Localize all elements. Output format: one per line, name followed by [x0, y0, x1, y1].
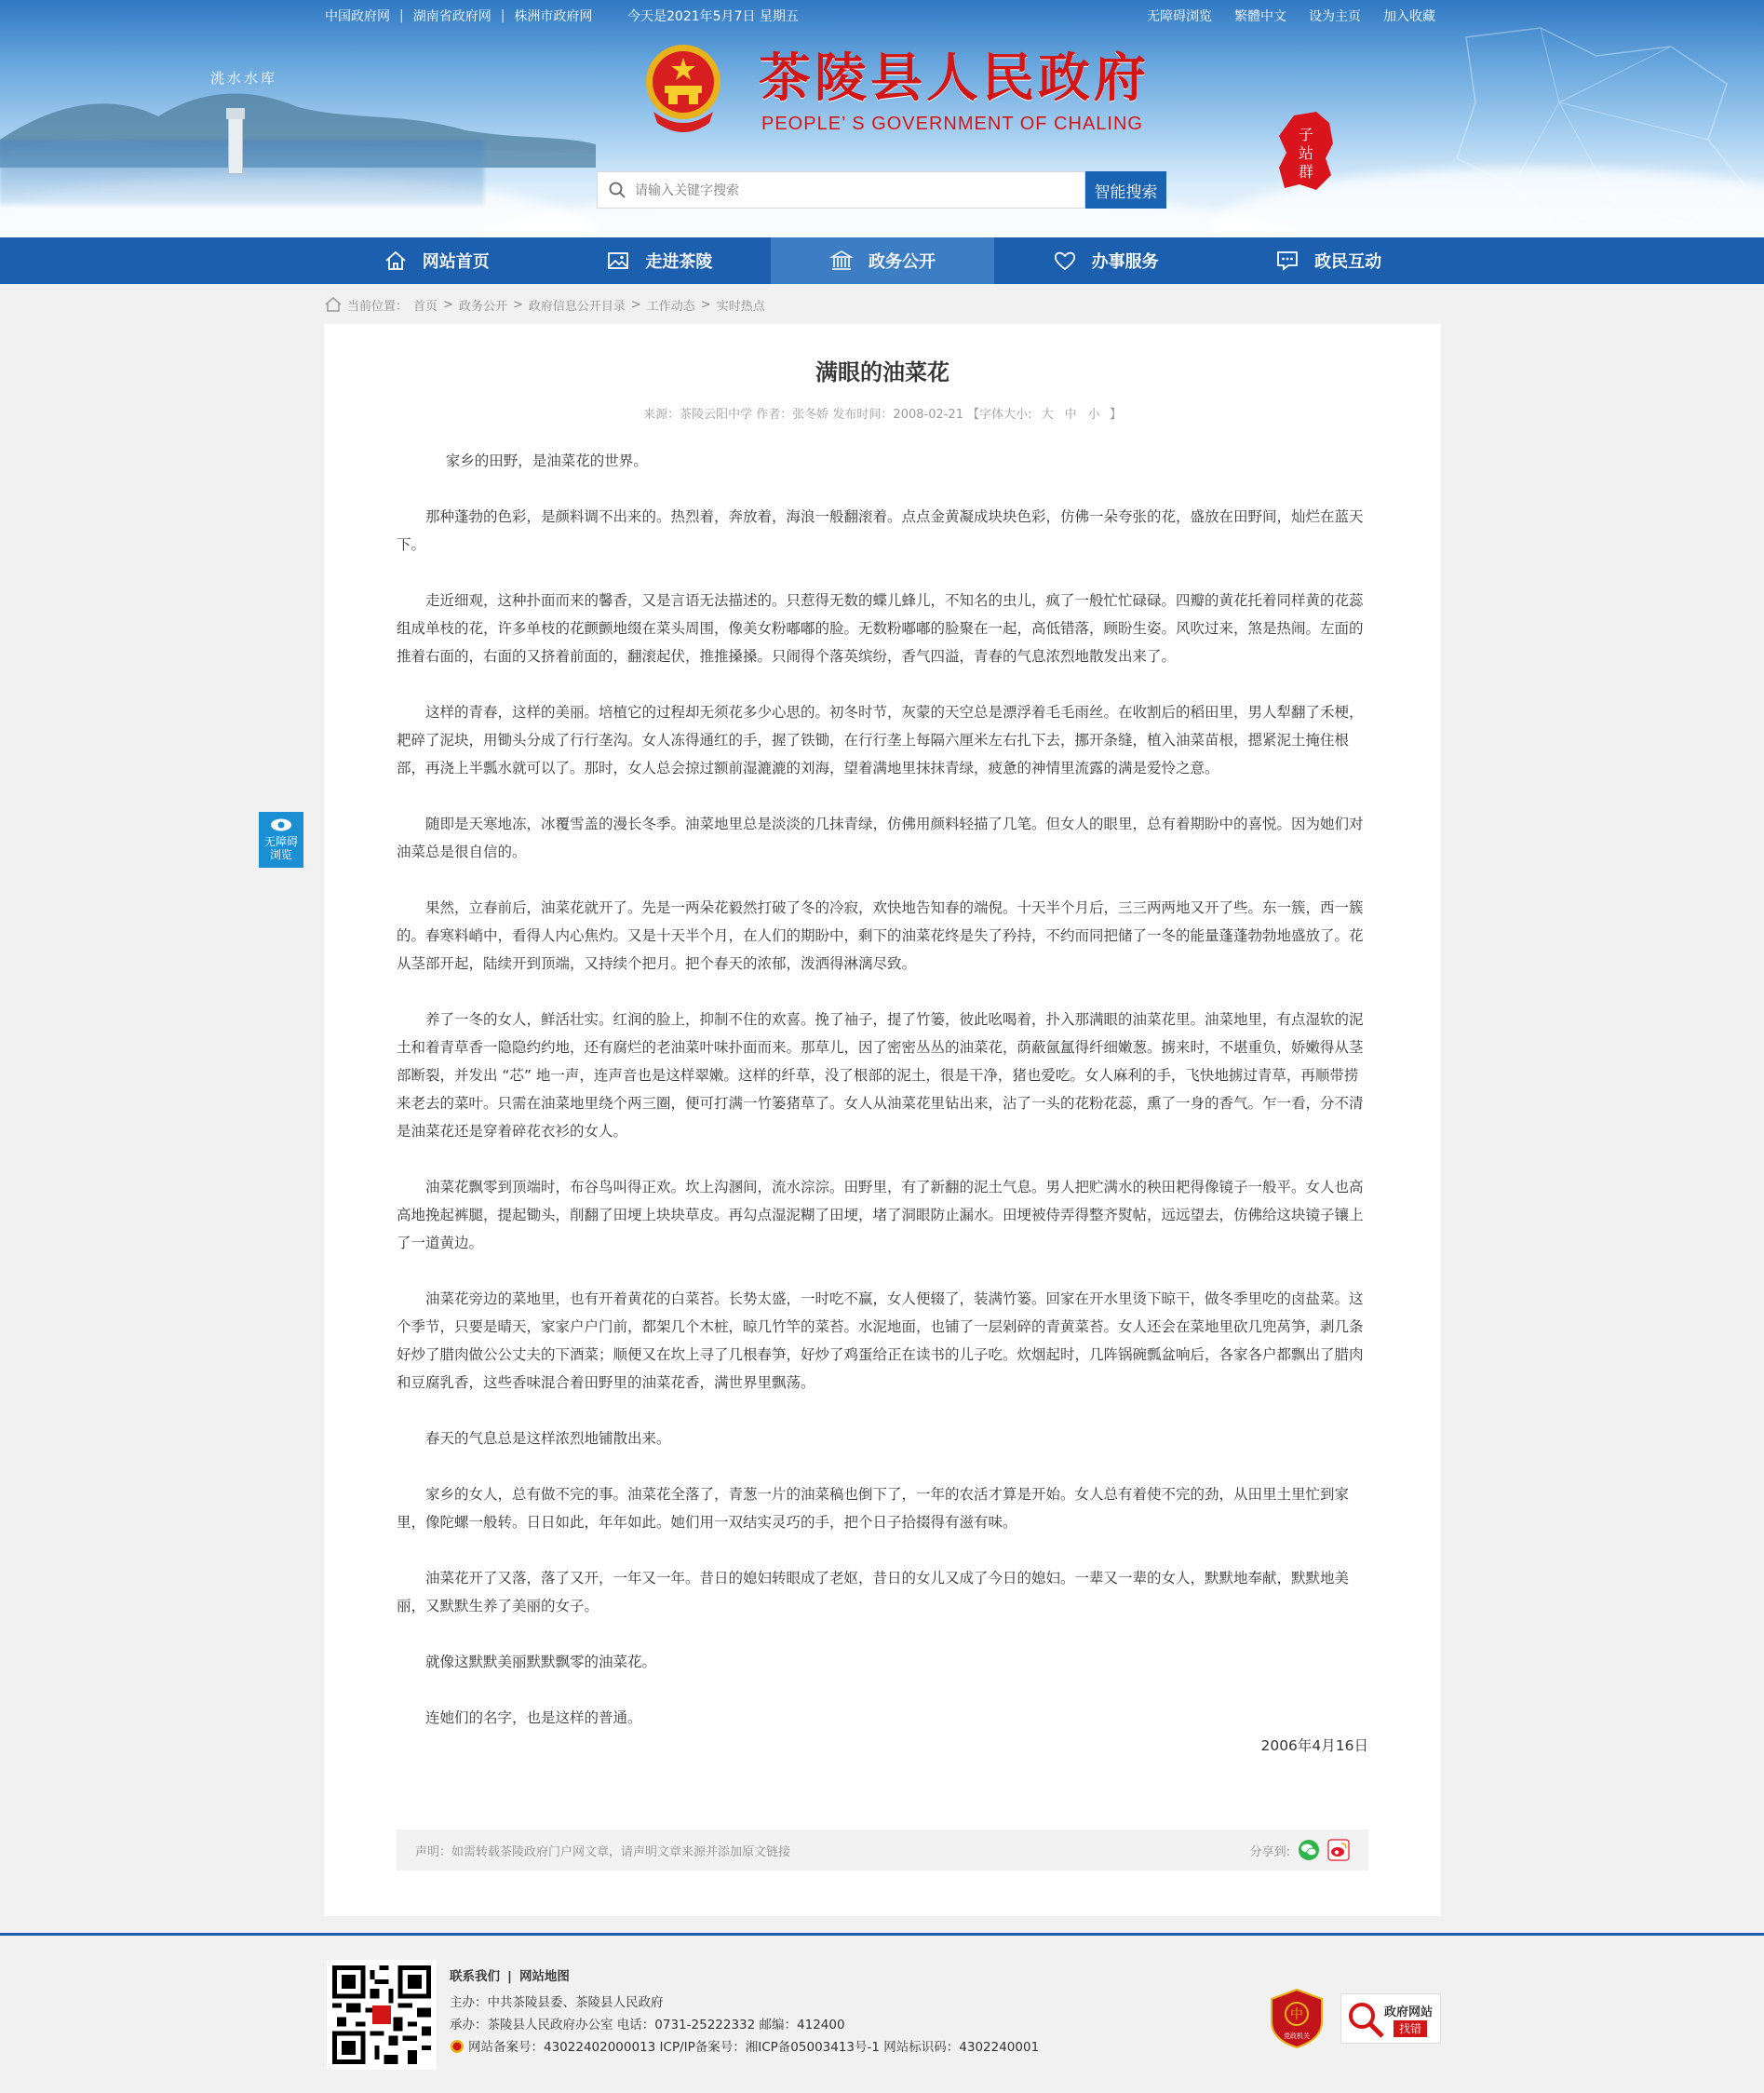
article-paragraph: 果然，立春前后，油菜花就开了。先是一两朵花毅然打破了冬的冷寂，欢快地告知春的端倪。十天半个月后，三三两两地又开了些。东一簇，西一簇的。春寒料峭中，看得人内心焦灼。又是十天半个月，在人们的期盼中，剩下的油菜花终是失了矜持，不约而同把储了一冬的能量蓬蓬勃勃地盛放了。花从茎部开起，陆续开到顶端，又持续个把月。把个春天的浓郁，泼洒得淋漓尽致。 [397, 899, 1364, 972]
qr-code [327, 1960, 437, 2070]
error-badge-action: 找错 [1394, 2020, 1427, 2037]
contact-us-link[interactable]: 联系我们 [450, 1969, 500, 1984]
top-bar [0, 0, 1764, 30]
site-subtitle: PEOPLE’ S GOVERNMENT OF CHALING [761, 114, 1143, 134]
footer-record-row [450, 2036, 1039, 2059]
breadcrumb-info-catalog[interactable]: 政府信息公开目录 [528, 299, 626, 314]
site-title: 茶陵县人民政府 [759, 47, 1150, 109]
sub-site-badge[interactable] [1275, 110, 1337, 192]
tower-decor [228, 116, 243, 174]
notice-text: 声明：如需转载茶陵政府门户网文章，请声明文章来源并添加原文链接 [415, 1844, 791, 1859]
search-icon [609, 182, 626, 198]
lake-label: 洮水水库 [210, 70, 278, 87]
add-favorite-link[interactable]: 加入收藏 [1383, 9, 1435, 24]
magnifier-icon [1345, 1999, 1386, 2040]
sitemap-link[interactable]: 网站地图 [518, 1969, 570, 1984]
article-paragraph: 这样的青春，这样的美丽。培植它的过程却无须花多少心思的。初冬时节，灰蒙的天空总是漂浮着毛毛雨丝。在收割后的稻田里，男人犁翻了禾梗，耙碎了泥块，用锄头分成了行行垄沟。女人冻得通红的手，握了铁锄，在行行垄上每隔六厘米左右扎下去，挪开条缝，植入油菜苗根，摁紧泥土掩住根部，再浇上半瓢水就可以了。那时，女人总会掠过额前湿漉漉的刘海，望着满地里抹抹青绿，疲惫的神情里流露的满是爱怜之意。 [397, 704, 1364, 776]
article-paragraph: 油菜花旁边的菜地里，也有开着黄花的白菜苔。长势太盛，一时吃不赢，女人便辍了，装满竹篓。回家在开水里烫下晾干，做冬季里吃的卤盐菜。这个季节，只要是晴天，家家户户门前，都架几个木桩，晾几竹竿的菜苔。水泥地面，也铺了一层剁碎的青黄菜苔。女人还会在菜地里砍几兜莴笋，剥几条好炒了腊肉做公公丈夫的下酒菜；顺便又在坎上寻了几根春笋，好炒了鸡蛋给正在读书的儿子吃。炊烟起时，几阵锅碗瓢盆响后，各家各户都飘出了腊肉和豆腐乳香，这些香味混合着田野里的油菜花香，满世界里飘荡。 [397, 1290, 1364, 1391]
share-bar [1250, 1839, 1350, 1861]
sub-badge-char: 子 [1298, 126, 1314, 143]
article-paragraph: 连她们的名字，也是这样的普通。 [425, 1709, 642, 1726]
font-size-controls [1036, 408, 1110, 422]
nav-label: 网站首页 [422, 252, 490, 272]
traditional-chinese-link[interactable]: 繁體中文 [1234, 9, 1286, 24]
breadcrumb-work-news[interactable]: 工作动态 [646, 299, 695, 314]
article-panel [324, 324, 1441, 1916]
chat-icon [1275, 249, 1299, 273]
nav-label: 办事服务 [1091, 252, 1159, 272]
article-content [397, 447, 1368, 1760]
nav-item-interaction[interactable] [1217, 237, 1440, 284]
nav-item-services[interactable] [994, 237, 1218, 284]
nav-label: 政务公开 [868, 252, 936, 272]
breadcrumb-sep: > [443, 297, 453, 312]
weibo-icon[interactable] [1327, 1839, 1350, 1861]
site-footer [0, 1936, 1764, 2093]
link-hunan-gov[interactable]: 湖南省政府网 [412, 9, 491, 24]
breadcrumb-sep: > [700, 297, 711, 312]
article-paragraph: 随即是天寒地冻，冰覆雪盖的漫长冬季。油菜地里总是淡淡的几抹青绿，仿佛用颜料轻描了几笔。但女人的眼里，总有着期盼中的喜悦。因为她们对油菜总是很自信的。 [397, 816, 1364, 860]
link-central-gov[interactable]: 中国政府网 [325, 9, 390, 24]
floating-accessibility-button[interactable] [259, 812, 303, 868]
nav-item-government-affairs[interactable] [771, 237, 994, 284]
wechat-icon[interactable] [1298, 1839, 1320, 1861]
separator: | [399, 8, 404, 23]
font-size-medium-button[interactable]: 中 [1064, 408, 1077, 422]
picture-icon [606, 249, 630, 273]
footer-info [450, 1965, 1039, 2059]
current-date: 今天是2021年5月7日 星期五 [627, 9, 799, 24]
national-emblem-icon [642, 37, 724, 140]
accessibility-link[interactable]: 无障碍浏览 [1147, 9, 1212, 24]
font-size-large-button[interactable]: 大 [1041, 408, 1054, 422]
article-paragraph: 春天的气息总是这样浓烈地铺散出来。 [425, 1430, 671, 1447]
nav-item-about[interactable] [548, 237, 772, 284]
error-badge-title: 政府网站 [1384, 2005, 1434, 2019]
badge-char: 中 [1290, 2007, 1303, 2022]
home-icon [384, 249, 408, 273]
article-paragraph: 走近细观，这种扑面而来的馨香，又是言语无法描述的。只惹得无数的蝶儿蜂儿，不知名的虫儿，疯了一般忙忙碌碌。四瓣的黄花托着同样黄的花蕊组成单枝的花，许多单枝的花颤颤地缀在菜头周围，像美女粉嘟嘟的脸。无数粉嘟嘟的脸聚在一起，高低错落，顾盼生姿。风吹过来，煞是热闹。左面的推着右面的，右面的又挤着前面的，翻滚起伏，推推搡搡。只闹得个落英缤纷，香气四溢，青春的气息浓烈地散发出来了。 [397, 592, 1364, 665]
article-paragraph: 养了一冬的女人，鲜活壮实。红润的脸上，抑制不住的欢喜。挽了袖子，提了竹篓，彼此吆喝着，扑入那满眼的油菜花里。油菜地里，有点湿软的泥土和着青草香一隐隐约约地，还有腐烂的老油菜叶味扑面而来。那草儿，因了密密丛丛的油菜花，荫蔽氤氲得纤细嫩葱。掳来时，不堪重负，娇嫩得从茎部断裂，并发出 “芯” 地一声，连声音也是这样翠嫩。这样的纤草，没了根部的泥土，很是干净，猪也爱吃。女人麻利的手，飞快地掳过青草，再顺带捞来老去的菜叶。只需在油菜地里绕个两三圈，便可打满一竹篓猪草了。女人从油菜花里钻出来，沾了一头的花粉花蕊，熏了一身的香气。乍一看，分不清是油菜花还是穿着碎花衣衫的女人。 [397, 1011, 1364, 1140]
float-label: 无障碍 [263, 835, 298, 848]
article-paragraph: 家乡的田野，是油菜花的世界。 [445, 452, 648, 469]
sub-badge-char: 群 [1298, 163, 1314, 181]
footer-record: 网站备案号：43022402000013 ICP/IP备案号：湘ICP备05003413号-1 网站标识码：4302240001 [468, 2040, 1040, 2055]
footer-links [450, 1965, 1039, 1988]
nav-label: 走进茶陵 [645, 252, 713, 272]
breadcrumb-sep: > [512, 297, 523, 312]
site-header [0, 0, 1764, 237]
link-zhuzhou-gov[interactable]: 株洲市政府网 [514, 9, 593, 24]
building-icon [829, 249, 854, 273]
search-box [597, 171, 1085, 209]
font-size-small-button[interactable]: 小 [1087, 408, 1100, 422]
heart-icon [1053, 249, 1077, 273]
article-paragraph: 油菜花开了又落，落了又开，一年又一年。昔日的媳妇转眼成了老妪，昔日的女儿又成了今日的媳妇。一辈又一辈的女人，默默地奉献，默默地美丽，又默默生养了美丽的女子。 [397, 1570, 1350, 1614]
float-label: 浏览 [269, 848, 292, 861]
breadcrumb-hot-news[interactable]: 实时热点 [716, 299, 765, 314]
article-paragraph: 油菜花飘零到顶端时，布谷鸟叫得正欢。坎上沟溷间，流水淙淙。田野里，有了新翻的泥土气息。男人把贮满水的秧田耙得像镜子一般平。女人也高高地挽起裤腿，提起锄头，削翻了田埂上块块草皮。再勾点湿泥糊了田埂，堵了洞眼防止漏水。田埂被侍弄得整齐熨帖，远远望去，仿佛给这块镜子镶上了一道黄边。 [397, 1179, 1364, 1251]
article-title: 满眼的油菜花 [815, 359, 949, 385]
set-homepage-link[interactable]: 设为主页 [1309, 9, 1361, 24]
police-badge-icon [450, 2039, 465, 2054]
article-paragraph: 就像这默默美丽默默飘零的油菜花。 [425, 1654, 657, 1670]
utility-links [1147, 7, 1435, 25]
meta-suffix: 】 [1109, 408, 1122, 422]
nav-label: 政民互动 [1314, 252, 1382, 272]
article-date: 2006年4月16日 [1260, 1737, 1368, 1754]
breadcrumb-prefix: 当前位置： [347, 299, 409, 314]
search-input[interactable] [635, 182, 1063, 197]
footer-host: 主办：中共茶陵县委、茶陵县人民政府 [450, 1995, 664, 2010]
party-gov-badge[interactable] [1270, 1988, 1324, 2049]
gov-links [325, 7, 592, 25]
reprint-notice [397, 1830, 1368, 1870]
main-nav [0, 237, 1764, 284]
qr-code-icon [332, 1965, 431, 2064]
report-error-badge[interactable] [1340, 1993, 1441, 2044]
meta-info: 来源：茶陵云阳中学 作者：张冬娇 发布时间：2008-02-21 【字体大小: [643, 408, 1032, 422]
share-label: 分享到: [1249, 1844, 1290, 1859]
sub-badge-char: 站 [1298, 144, 1314, 162]
separator: | [507, 1969, 512, 1984]
search-bar [597, 171, 1166, 209]
smart-search-button[interactable]: 智能搜索 [1085, 171, 1166, 209]
breadcrumb [325, 293, 765, 316]
breadcrumb-home[interactable]: 首页 [413, 299, 438, 314]
party-badge-label: 党政机关 [1284, 2032, 1310, 2040]
footer-organizer: 承办：茶陵县人民政府办公室 电话：0731-25222332 邮编：412400 [450, 2018, 845, 2032]
map-outline-decor [1429, 19, 1764, 233]
home-icon [325, 297, 342, 312]
article-paragraph: 那种蓬勃的色彩，是颜料调不出来的。热烈着，奔放着，海浪一般翻滚着。点点金黄凝成块块色彩，仿佛一朵夸张的花，盛放在田野间，灿烂在蓝天下。 [397, 508, 1364, 553]
article-meta [324, 404, 1441, 422]
breadcrumb-gov-affairs[interactable]: 政务公开 [458, 299, 507, 314]
breadcrumb-sep: > [630, 297, 641, 312]
separator: | [500, 8, 505, 23]
nav-item-home[interactable] [325, 237, 548, 284]
eye-icon [269, 817, 293, 832]
article-paragraph: 家乡的女人，总有做不完的事。油菜花全落了，青葱一片的油菜稿也倒下了，一年的农活才算是开始。女人总有着使不完的劲，从田里土里忙到家里，像陀螺一般转。日日如此，年年如此。她们用一双结实灵巧的手，把个日子拾掇得有滋有味。 [397, 1486, 1350, 1531]
